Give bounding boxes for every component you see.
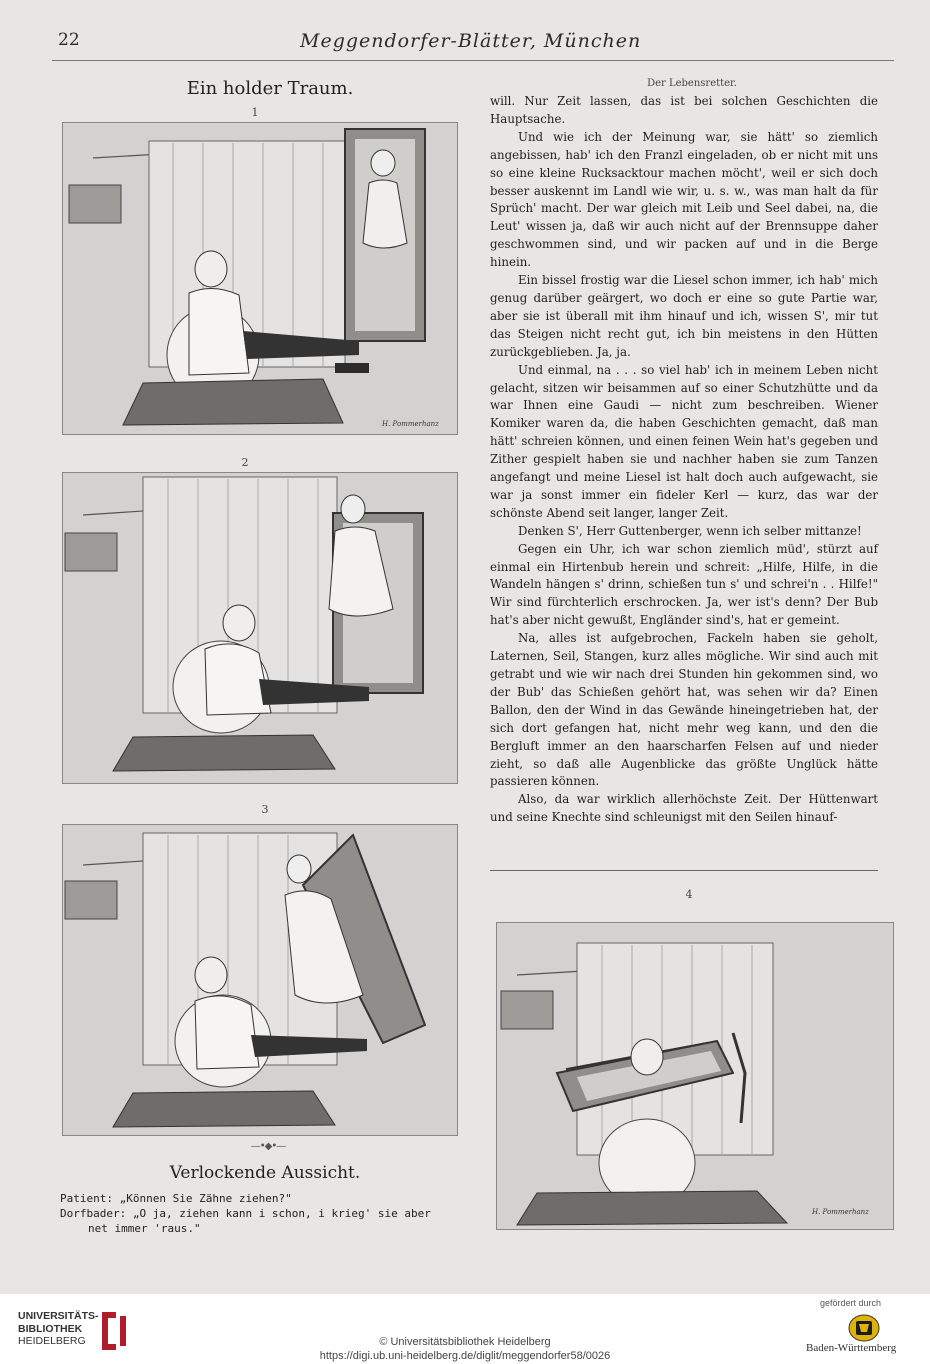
article-label: Der Lebensretter. bbox=[647, 78, 737, 89]
joke-line-2 bbox=[60, 1206, 458, 1221]
joke-dialogue bbox=[60, 1191, 458, 1236]
article-paragraph: Denken S', Herr Guttenberger, wenn ich selber mittanze! bbox=[518, 523, 862, 538]
article-paragraph: Gegen ein Uhr, ich war schon ziemlich müd', stürzt auf einmal ein Hirtenbub herein und schreit: „Hilfe, Hilfe, in die Wandeln hängen s' drinn, schießen tun s' und schrei'n . . Hilfe!" Wir sind fürchterlich erschrocken. Ja, wer ist's denn? Der Bub hat's aber nicht gewußt, Engländer sind's, hat er gemeint. bbox=[490, 541, 878, 628]
article-body bbox=[490, 93, 878, 827]
funder-name: Baden-Württemberg bbox=[806, 1342, 897, 1354]
artist-signature-4: H. Pommerhanz bbox=[812, 1208, 869, 1216]
baden-wuerttemberg-seal-icon bbox=[848, 1314, 880, 1342]
article-paragraph: Ein bissel frostig war die Liesel schon immer, ich hab' mich genug darüber geärgert, wo doch er eine so gute Partie war, aber sie ist überall mit ihm hinauf und ich, wissen S', mir tut das Steigen nicht recht gut, ich bin meistens in den Hütten zurückgeblieben. Ja, ja. bbox=[490, 273, 878, 359]
speaker-dorfbader: Dorfbader: bbox=[60, 1207, 127, 1220]
cartoon-drawing-2 bbox=[63, 473, 457, 783]
running-head: Meggendorfer-Blätter, München bbox=[300, 30, 642, 52]
joke-line-3-text: net immer 'raus." bbox=[88, 1222, 201, 1235]
joke-title: Verlockende Aussicht. bbox=[169, 1163, 361, 1183]
joke-line-1-text: „Können Sie Zähne ziehen?" bbox=[119, 1192, 292, 1205]
cartoon-panel-4 bbox=[496, 922, 894, 1230]
figure-4-number: 4 bbox=[685, 888, 693, 901]
artist-signature-1: H. Pommerhanz bbox=[382, 420, 439, 428]
copyright-notice: © Universitätsbibliothek Heidelberg bbox=[379, 1336, 551, 1348]
cartoon-title: Ein holder Traum. bbox=[186, 78, 354, 99]
library-line-3: HEIDELBERG bbox=[18, 1335, 86, 1347]
joke-line-2-text: „O ja, ziehen kann i schon, i krieg' sie aber bbox=[132, 1207, 431, 1220]
header-rule bbox=[52, 60, 894, 61]
joke-line-1 bbox=[60, 1191, 458, 1206]
figure-3-number: 3 bbox=[261, 803, 269, 816]
cartoon-panel-2 bbox=[62, 472, 458, 784]
speaker-patient: Patient: bbox=[60, 1192, 113, 1205]
cartoon-drawing-1 bbox=[63, 123, 457, 434]
article-paragraph: Und wie ich der Meinung war, sie hätt' so ziemlich angebissen, hab' ich den Franzl eingeladen, ob er nicht mit uns so eine kleine Rucksacktour machen möcht', weil er sich doch besser auskennt im Landl wie wir, u. s. w., was man halt da für Sprüch' macht. Der war gleich mit Leib und Seel dabei, na, die Leut' wissen ja, daß wir auch nicht auf der Brennsuppe daher geschwommen sind, und wir packen auf und in die Berge hinein. bbox=[490, 129, 878, 270]
figure-1-number: 1 bbox=[251, 106, 259, 119]
figure-2-number: 2 bbox=[241, 456, 249, 469]
joke-line-3 bbox=[60, 1221, 458, 1236]
article-end-rule bbox=[490, 870, 878, 871]
page-number: 22 bbox=[58, 30, 80, 50]
article-paragraph: Na, alles ist aufgebrochen, Fackeln haben sie geholt, Laternen, Seil, Stangen, kurz alles mögliche. Wir sind auch mit getrabt und wie wir nach drei Stunden hin gekommen sind, wo der Bub' das Schießen gehört hat, was sehen wir da? Einen Ballon, den der Wind in das Gewände hineingetrieben hat, der sich dort gefangen hat, nicht mehr weg kann, und den die Bergluft immer an den haarscharfen Felsen auf und nieder zieht, so daß alle Augenblicke das größte Unglück hätte passieren können. bbox=[490, 631, 878, 789]
article-paragraph: Und einmal, na . . . so viel hab' ich in meinem Leben nicht gelacht, sitzen wir beisammen auf so einer Schutzhütte und da war Ihnen eine Gaudi — nicht zum beschreiben. Wiener Komiker waren da, die haben Geschichten gemacht, daß man hätt' schreien können, und einen feinen Wein hat's gegeben und Zither gespielt haben sie und nachher haben sie zum Tanzen angefangt und meine Liesel ist halt doch auch aufgewacht, sie war ja sonst immer ein fideler Kerl — kurz, das war der schönste Abend seit langer, langer Zeit. bbox=[490, 362, 878, 520]
source-url-link[interactable]: https://digi.ub.uni-heidelberg.de/diglit/meggendorfer58/0026 bbox=[319, 1350, 611, 1362]
library-line-1: UNIVERSITÄTS- bbox=[18, 1310, 99, 1322]
article-paragraph: Also, da war wirklich allerhöchste Zeit. Der Hüttenwart und seine Knechte sind schleunigst mit den Seilen hinauf- bbox=[490, 792, 878, 825]
cartoon-drawing-3 bbox=[63, 825, 457, 1135]
funded-by-label: gefördert durch bbox=[820, 1298, 882, 1308]
article-paragraph: will. Nur Zeit lassen, das ist bei solchen Geschichten die Hauptsache. bbox=[490, 94, 878, 126]
section-ornament: —•◆•— bbox=[250, 1141, 286, 1152]
digitization-footer bbox=[0, 1294, 930, 1364]
cartoon-panel-3 bbox=[62, 824, 458, 1136]
library-line-2: BIBLIOTHEK bbox=[18, 1322, 83, 1335]
cartoon-drawing-4 bbox=[497, 923, 893, 1229]
cartoon-panel-1 bbox=[62, 122, 458, 435]
